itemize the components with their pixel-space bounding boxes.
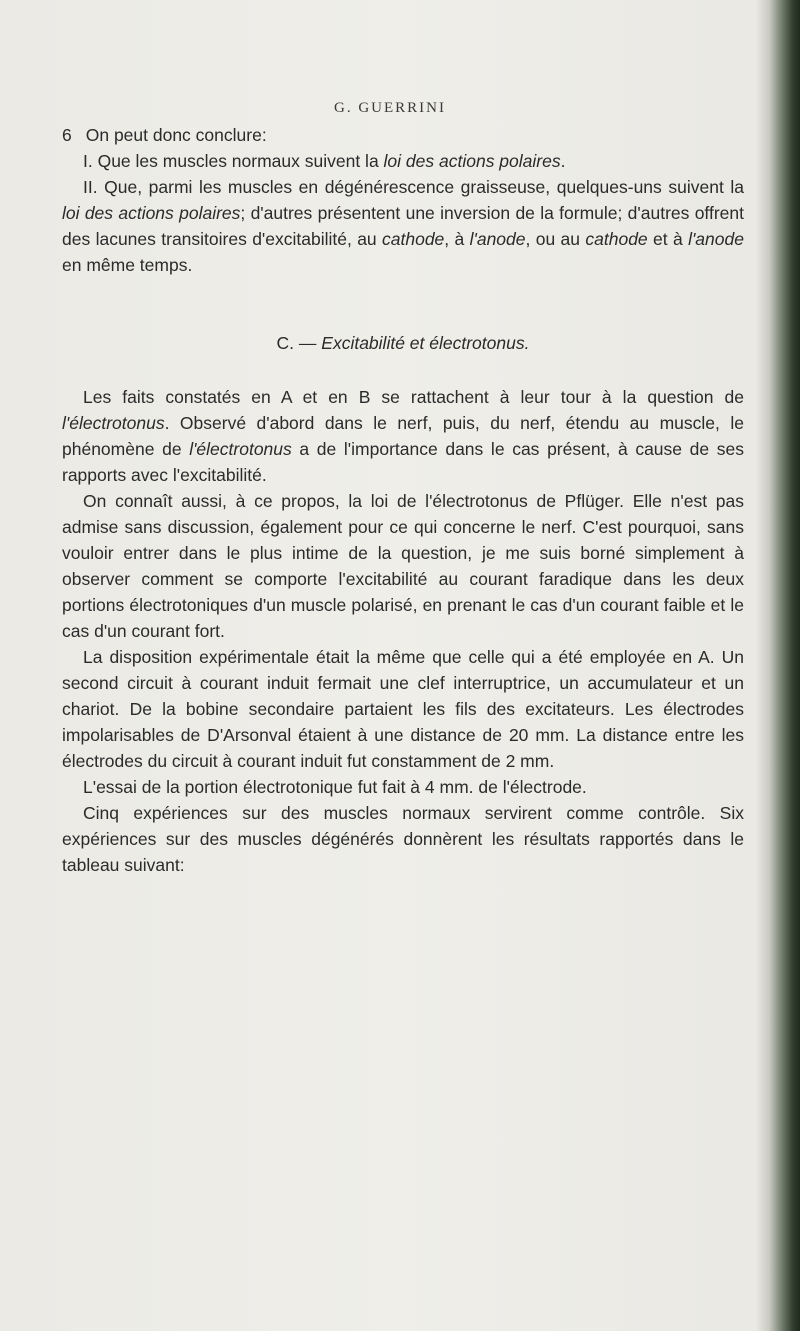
body-block [62,384,744,800]
paragraph-4: L'essai de la portion électrotonique fut fait à 4 mm. de l'électrode. [83,777,587,797]
section-title: C. — Excitabilité et électrotonus. [276,333,530,353]
paragraph-1: Les faits constatés en A et en B se rattachent à leur tour à la question de l'électrotonus. Observé d'abord dans le nerf, puis, du nerf, étendu au muscle, le phénomène de l'électrotonus a de l'importance dans le cas présent, à cause de ses rapports avec l'excitabilité. [62,387,745,485]
page-edge-shadow [756,0,800,1331]
conclusion-block [62,122,744,278]
paragraph-5: Cinq expériences sur des muscles normaux servirent comme contrôle. Six expériences sur des muscles dégénérés donnèrent les résultats rapportés dans le tableau suivant: [62,803,744,875]
running-header: G. GUERRINI [334,100,446,116]
page-number: 6 [62,125,72,145]
conclusion-item-2: II. Que, parmi les muscles en dégénérescence graisseuse, quelques-uns suivent la loi des actions polaires; d'autres présentent une inversion de la formule; d'autres offrent des lacunes transitoires d'excitabilité, au cathode, à l'anode, ou au cathode et à l'anode en même temps. [62,177,744,275]
paragraph-3: La disposition expérimentale était la même que celle qui a été employée en A. Un second circuit à courant induit fermait une clef interruptrice, un accumulateur et un chariot. De la bobine secondaire partaient les fils des excitateurs. Les électrodes impolarisables de D'Arsonval étaient à une distance de 20 mm. La distance entre les électrodes du circuit à courant induit fut constamment de 2 mm. [62,647,744,771]
paragraph-2: On connaît aussi, à ce propos, la loi de l'électrotonus de Pflüger. Elle n'est pas admise sans discussion, également pour ce qui concerne le nerf. C'est pourquoi, sans vouloir entrer dans le plus intime de la question, je me suis borné simplement à observer comment se comporte l'excitabilité au courant faradique dans les deux portions électrotoniques d'un muscle polarisé, en prenant le cas d'un courant faible et le cas d'un courant fort. [62,491,744,641]
intro-line [62,122,744,148]
intro-text: On peut donc conclure: [85,125,267,145]
closing-block [62,800,744,878]
conclusion-item-1: I. Que les muscles normaux suivent la loi des actions polaires. [83,151,566,171]
